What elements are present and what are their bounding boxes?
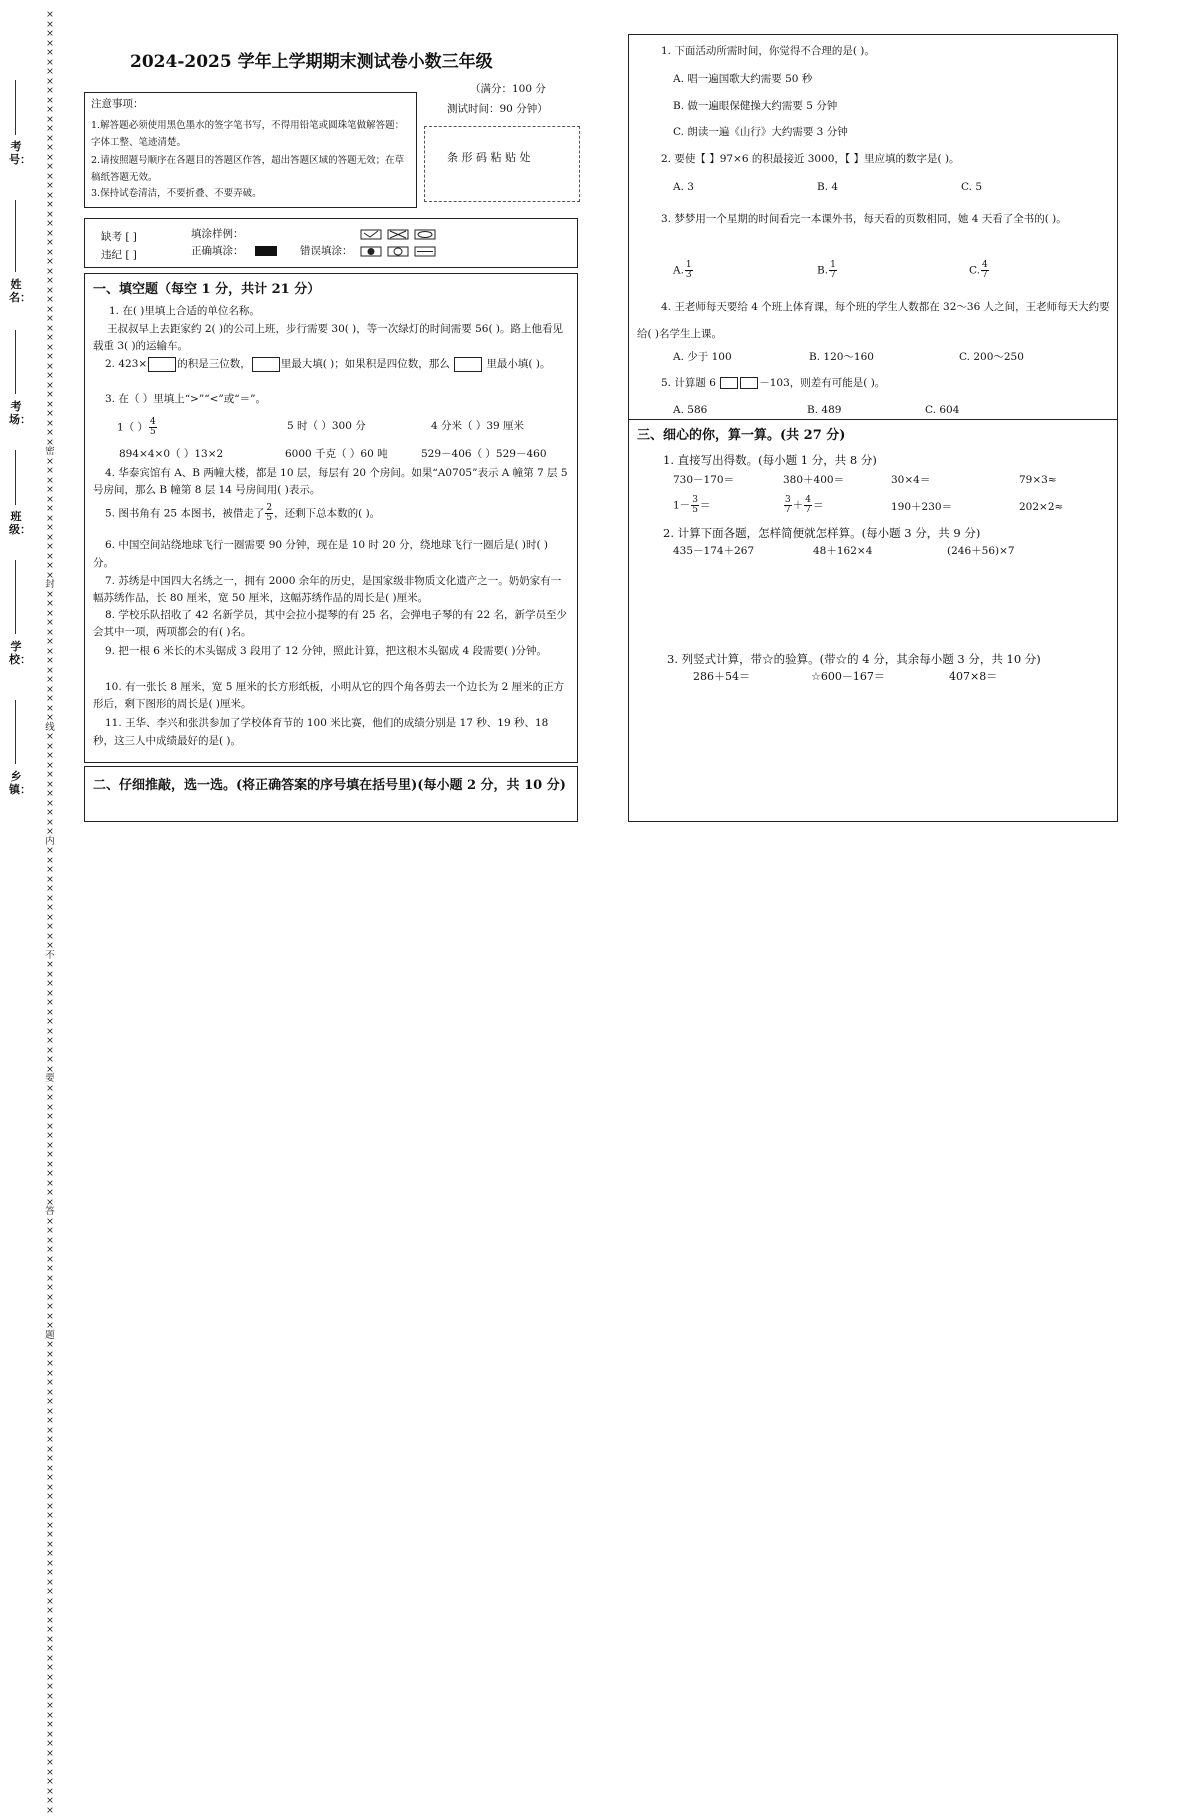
exam-number-line bbox=[15, 80, 16, 135]
correct-fill-sample bbox=[255, 246, 277, 256]
s3-calc-6-frac-1 bbox=[784, 496, 792, 515]
s3-simplify-2: 48＋162×4 bbox=[813, 545, 873, 557]
s1-q2-part-b: 的积是三位数， bbox=[177, 358, 251, 370]
s1-q3-fraction bbox=[149, 418, 157, 437]
s1-q2-part-c: 里最大填( )；如果积是四位数，那么 bbox=[280, 358, 450, 370]
s3-calc-5-lead: 1－ bbox=[673, 499, 691, 512]
s3-calc-1: 730－170＝ bbox=[673, 474, 735, 486]
s2-q3-option-c bbox=[969, 261, 990, 280]
barcode-label: 条 形 码 粘 贴 处 bbox=[447, 151, 531, 164]
notes-box bbox=[84, 92, 417, 208]
s1-q2-box-1[interactable] bbox=[148, 357, 176, 372]
s1-q3-item-3: 4 分米（ ）39 厘米 bbox=[431, 420, 525, 432]
s1-q5-fraction bbox=[265, 504, 273, 523]
s1-q3: 3. 在（ ）里填上“>”“<”或“＝”。 bbox=[105, 393, 266, 405]
s2-q2-option-b: B. 4 bbox=[817, 181, 839, 193]
s3-calc-6-frac-2 bbox=[804, 496, 812, 515]
s1-q5-frac-num: 2 bbox=[266, 503, 273, 513]
s3-calc-5-eq: ＝ bbox=[699, 499, 711, 512]
s2-q2: 2. 要使【 】97×6 的积最接近 3000，【 】里应填的数字是( )。 bbox=[661, 153, 960, 165]
s2-q3c-den: 7 bbox=[982, 270, 988, 280]
note-2: 2.请按照题号顺序在各题目的答题区作答，超出答题区域的答题无效；在草稿纸答题无效。 bbox=[91, 155, 405, 183]
s2-q1-option-a: A. 唱一遍国歌大约需要 50 秒 bbox=[673, 73, 813, 85]
s1-q3-frac-num: 4 bbox=[150, 417, 156, 427]
s3-vertical-1: 286＋54＝ bbox=[693, 670, 750, 683]
s1-q3-item-1-text: 1（ ） bbox=[117, 421, 149, 434]
page-title: 2024-2025 学年上学期期末测试卷小数三年级 bbox=[130, 52, 493, 72]
exam-room-line bbox=[15, 330, 16, 394]
s3-calc-5 bbox=[673, 496, 710, 515]
s1-q9: 9. 把一根 6 米长的木头锯成 3 段用了 12 分钟，照此计算，把这根木头锯成 4 段需要( )分钟。 bbox=[105, 645, 547, 657]
s3-calc-5-den: 5 bbox=[692, 505, 698, 515]
violation-check[interactable]: 违纪 [ ] bbox=[101, 249, 137, 261]
s1-q8: 8. 学校乐队招收了 42 名新学员，其中会拉小提琴的有 25 名，会弹电子琴的有 22 名，新学员至少会其中一项，两项都会的有( )名。 bbox=[93, 609, 567, 638]
s2-q3-option-b-frac bbox=[829, 261, 837, 280]
s1-q3-item-5: 6000 千克（ ）60 吨 bbox=[285, 448, 388, 460]
s3-calc-5-frac bbox=[691, 496, 699, 515]
student-name-label: 姓名： bbox=[9, 278, 31, 304]
fill-sample-label: 填涂样例： bbox=[191, 228, 244, 240]
fill-instructions-box bbox=[84, 218, 578, 268]
s2-q4-option-b: B. 120～160 bbox=[809, 351, 874, 363]
s2-q3-option-b bbox=[817, 261, 838, 280]
s2-q4-option-a: A. 少于 100 bbox=[673, 351, 732, 363]
wrong-mark-samples-top bbox=[360, 229, 440, 241]
township-line bbox=[15, 700, 16, 764]
s1-q5-part-b: ，还剩下总本数的( )。 bbox=[274, 507, 381, 520]
s1-q10: 10. 有一张长 8 厘米，宽 5 厘米的长方形纸板，小明从它的四个角各剪去一个边长为 2 厘米的正方形后，剩下图形的周长是( )厘米。 bbox=[93, 681, 565, 710]
s3-calc-6-den-2: 7 bbox=[805, 505, 811, 515]
s1-q3-frac-den: 5 bbox=[150, 427, 156, 437]
s3-calc-6-num-1: 3 bbox=[785, 495, 791, 505]
section-2-title: 二、仔细推敲，选一选。(将正确答案的序号填在括号里)(每小题 2 分，共 10 分) bbox=[93, 778, 566, 793]
s3-calc-2: 380＋400＝ bbox=[783, 474, 845, 486]
s1-q2 bbox=[93, 356, 569, 373]
seal-line-marks: ××××××××××××××××××××××××××××××××××××××××××××××密×××××××××××××封××××××××××××××线×××××××××××内×××××××××××不××××××××××××要×××××××××××××答××××××××××××题×××××××××××××××××××××××××××××××××××××××××××××××××× bbox=[45, 9, 55, 1816]
absent-check[interactable]: 缺考 [ ] bbox=[101, 231, 137, 243]
s2-q3: 3. 梦梦用一个星期的时间看完一本课外书，每天看的页数相同，她 4 天看了全书的( )。 bbox=[661, 213, 1067, 225]
s2-q5-box-1[interactable] bbox=[720, 377, 738, 389]
note-3: 3.保持试卷清洁，不要折叠、不要弄破。 bbox=[91, 188, 262, 199]
section-1-title: 一、填空题（每空 1 分，共计 21 分） bbox=[93, 282, 321, 297]
s2-q1-option-c: C. 朗读一遍《山行》大约需要 3 分钟 bbox=[673, 126, 848, 138]
s3-calc-6 bbox=[783, 496, 823, 515]
s1-q5 bbox=[105, 504, 380, 523]
section-2-title-box bbox=[84, 766, 578, 822]
s3-calc-3: 30×4＝ bbox=[891, 474, 931, 486]
s3-part-3: 3. 列竖式计算，带☆的验算。(带☆的 4 分，其余每小题 3 分，共 10 分) bbox=[667, 652, 1041, 666]
s1-q5-part-a: 5. 图书角有 25 本图书，被借走了 bbox=[105, 507, 265, 520]
school-line bbox=[15, 560, 16, 634]
correct-fill-label: 正确填涂： bbox=[191, 245, 244, 257]
s2-q5-part-b: －103，则差有可能是( )。 bbox=[759, 377, 886, 389]
test-time: 测试时间：90 分钟） bbox=[447, 103, 548, 115]
township-label: 乡镇： bbox=[9, 770, 31, 796]
s1-q2-part-a: 2. 423× bbox=[105, 358, 148, 370]
s1-q6: 6. 中国空间站绕地球飞行一圈需要 90 分钟，现在是 10 时 20 分，绕地球飞行一圈后是( )时( )分。 bbox=[93, 539, 549, 569]
s3-simplify-3: (246＋56)×7 bbox=[947, 545, 1015, 557]
notes-title: 注意事项： bbox=[91, 98, 144, 110]
s2-q3-option-b-label: B. bbox=[817, 264, 829, 277]
s2-q3-option-a-label: A. bbox=[673, 264, 684, 277]
s1-q3-item-4: 894×4×0（ ）13×2 bbox=[119, 448, 224, 460]
s2-q5-option-b: B. 489 bbox=[807, 404, 842, 416]
s1-q2-box-3[interactable] bbox=[454, 357, 482, 372]
s2-q4: 4. 王老师每天要给 4 个班上体育课，每个班的学生人数都在 32～36 人之间，王老师每天大约要给( )名学生上课。 bbox=[637, 301, 1110, 340]
s1-q11: 11. 王华、李兴和张洪参加了学校体育节的 100 米比赛，他们的成绩分别是 17 秒、19 秒、18 秒，这三人中成绩最好的是( )。 bbox=[93, 717, 549, 747]
section-1-box bbox=[84, 273, 578, 763]
s3-simplify-1: 435－174＋267 bbox=[673, 545, 755, 557]
s1-q5-frac-den: 5 bbox=[266, 513, 273, 523]
s1-q3-item-1 bbox=[117, 418, 158, 437]
s3-calc-6-plus: ＋ bbox=[792, 499, 804, 512]
s3-vertical-2: ☆600－167＝ bbox=[811, 670, 885, 683]
s2-q4-option-c: C. 200～250 bbox=[959, 351, 1024, 363]
note-1: 1.解答题必须使用黑色墨水的签字笔书写，不得用铅笔或圆珠笔做解答题：字体工整、笔迹清楚。 bbox=[91, 120, 405, 148]
full-score: （满分：100 分 bbox=[470, 83, 546, 95]
student-name-line bbox=[15, 200, 16, 272]
class-line bbox=[15, 450, 16, 505]
s3-calc-4: 79×3≈ bbox=[1019, 474, 1057, 486]
s2-q3a-den: 3 bbox=[685, 270, 692, 280]
s2-q5-option-c: C. 604 bbox=[925, 404, 960, 416]
s2-q3b-den: 7 bbox=[830, 270, 836, 280]
s2-q5 bbox=[661, 376, 885, 390]
wrong-mark-samples-bottom bbox=[360, 246, 440, 258]
s2-q2-option-c: C. 5 bbox=[961, 181, 983, 193]
s2-q3c-num: 4 bbox=[982, 260, 988, 270]
s2-q5-option-a: A. 586 bbox=[673, 404, 708, 416]
s2-q5-box-2[interactable] bbox=[740, 377, 758, 389]
section-3-title: 三、细心的你，算一算。(共 27 分) bbox=[637, 428, 846, 443]
s1-q2-part-d: 里最小填( )。 bbox=[486, 358, 551, 370]
s2-q2-option-a: A. 3 bbox=[673, 181, 694, 193]
s1-q2-box-2[interactable] bbox=[252, 357, 280, 372]
s2-q1: 1. 下面活动所需时间，你觉得不合理的是( )。 bbox=[661, 45, 875, 57]
s1-q4: 4. 华泰宾馆有 A、B 两幢大楼，都是 10 层，每层有 20 个房间。如果“A0705”表示 A 幢第 7 层 5 号房间，那么 B 幢第 8 层 14 号房间用( )表示。 bbox=[93, 467, 568, 496]
s2-q5-part-a: 5. 计算题 6 bbox=[661, 377, 716, 389]
s2-q3-option-c-frac bbox=[981, 261, 989, 280]
wrong-fill-label: 错误填涂： bbox=[300, 245, 353, 257]
s3-part-2: 2. 计算下面各题，怎样简便就怎样算。(每小题 3 分，共 9 分) bbox=[663, 526, 981, 540]
school-label: 学校： bbox=[9, 640, 31, 666]
s3-vertical-3: 407×8＝ bbox=[949, 670, 998, 683]
s1-q7: 7. 苏绣是中国四大名绣之一，拥有 2000 余年的历史，是国家级非物质文化遗产之一。奶奶家有一幅苏绣作品，长 80 厘米，宽 50 厘米，这幅苏绣作品的周长是( )厘米。 bbox=[93, 575, 562, 604]
s3-calc-6-num-2: 4 bbox=[805, 495, 811, 505]
class-label: 班级： bbox=[9, 510, 31, 536]
s2-q3a-num: 1 bbox=[685, 260, 692, 270]
s1-q3-item-6: 529－406（ ）529－460 bbox=[421, 448, 547, 460]
section-2-box bbox=[628, 34, 1118, 420]
s2-q3-option-c-label: C. bbox=[969, 264, 980, 277]
section-3-box bbox=[628, 419, 1118, 822]
s3-part-1: 1. 直接写出得数。(每小题 1 分，共 8 分) bbox=[663, 453, 877, 467]
s3-calc-6-den-1: 7 bbox=[785, 505, 791, 515]
s3-calc-7: 190＋230＝ bbox=[891, 501, 953, 513]
barcode-area bbox=[424, 126, 580, 202]
exam-number-label: 考号： bbox=[9, 140, 31, 166]
s1-q1: 1. 在( )里填上合适的单位名称。 bbox=[109, 305, 260, 317]
s2-q3-option-a bbox=[673, 261, 694, 280]
s2-q3b-num: 1 bbox=[830, 260, 836, 270]
s3-calc-8: 202×2≈ bbox=[1019, 501, 1064, 513]
s3-calc-5-num: 3 bbox=[692, 495, 698, 505]
s2-q3-option-a-frac bbox=[685, 261, 693, 280]
s3-calc-6-eq: ＝ bbox=[812, 499, 824, 512]
exam-room-label: 考场： bbox=[9, 400, 31, 426]
s2-q1-option-b: B. 做一遍眼保健操大约需要 5 分钟 bbox=[673, 100, 838, 112]
s1-q3-item-2: 5 时（ ）300 分 bbox=[287, 420, 366, 432]
s1-q1-text: 王叔叔早上去距家约 2( )的公司上班，步行需要 30( )，等一次绿灯的时间需要 56( )。路上他看见载重 3( )的运输车。 bbox=[93, 323, 564, 352]
